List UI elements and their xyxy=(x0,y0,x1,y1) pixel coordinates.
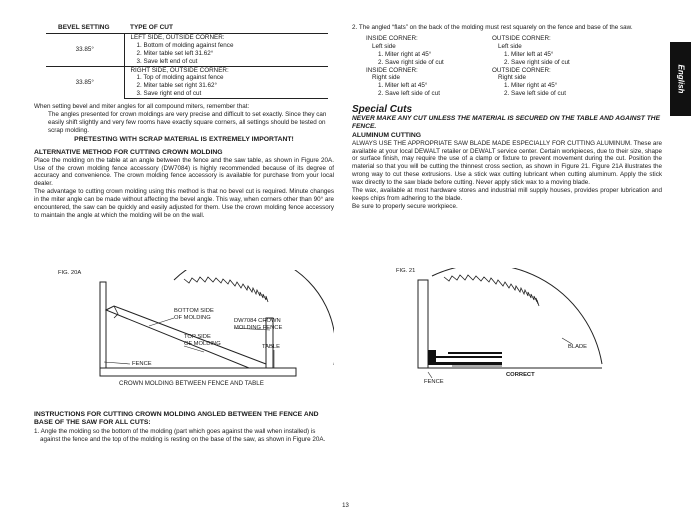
table-header-bevel: BEVEL SETTING xyxy=(46,24,124,33)
corner-step: 1. Miter right at 45° xyxy=(378,50,432,58)
label-dw7084: DW7084 CROWN MOLDING FENCE xyxy=(234,318,283,331)
corner-step: 1. Miter left at 45° xyxy=(504,50,554,58)
pretest-warning: PRETESTING WITH SCRAP MATERIAL IS EXTREMELY IMPORTANT! xyxy=(74,135,294,143)
instructions-heading: INSTRUCTIONS FOR CUTTING CROWN MOLDING ANGLED BETWEEN THE FENCE AND BASE OF THE SAW FOR ALL CUTS: xyxy=(34,411,319,426)
label-blade: BLADE xyxy=(568,344,588,350)
corner-step: 1. Miter right at 45° xyxy=(504,82,558,90)
aluminum-p2: The wax, available at most hardware stores and industrial mill supply houses, provides proper lubrication and keeps chips from adhering to the blade. xyxy=(352,187,662,202)
corner-step: 2. Save right side of cut xyxy=(504,58,570,66)
label-bottom-side: BOTTOM SIDE OF MOLDING xyxy=(174,308,214,321)
compound-note: The angles presented for crown moldings are very precise and difficult to set exactly. Since they can easily shift slightly and very few rooms have exactly square corners, all settings should be tested on scrap molding. xyxy=(48,111,327,134)
fence-shape xyxy=(418,280,428,368)
label-top-side: TOP SIDE OF MOLDING xyxy=(184,334,221,347)
figure-20a xyxy=(34,270,334,405)
language-tab-label: English xyxy=(676,64,685,94)
instructions-block xyxy=(34,411,334,444)
outside-corner-left xyxy=(492,35,618,67)
table-cell: 3. Save right end of cut xyxy=(136,90,202,98)
label-fence: FENCE xyxy=(132,361,152,367)
outside-corner-right xyxy=(492,67,618,99)
left-column xyxy=(34,24,334,220)
table-cell: 2. Miter table set left 31.62° xyxy=(136,49,214,57)
table-cell: 3. Save left end of cut xyxy=(136,57,198,65)
corner-step: 2. Save left side of cut xyxy=(378,90,440,98)
compound-intro: When setting bevel and miter angles for all compound miters, remember that: xyxy=(34,103,250,111)
figure-21 xyxy=(352,268,662,393)
blade-teeth xyxy=(444,275,539,306)
language-tab xyxy=(670,42,691,116)
corner-title: INSIDE CORNER: xyxy=(366,66,418,74)
table-cell: RIGHT SIDE, OUTSIDE CORNER: xyxy=(124,66,328,74)
figure-label: FIG. 21 xyxy=(396,268,416,274)
table-cell: 1. Top of molding against fence xyxy=(136,74,224,82)
label-fence: FENCE xyxy=(424,379,444,385)
alt-method-heading: ALTERNATIVE METHOD FOR CUTTING CROWN MOLDING xyxy=(34,148,223,156)
right-column xyxy=(352,24,662,211)
corner-side: Left side xyxy=(372,42,396,50)
bevel-settings-table xyxy=(46,24,328,99)
special-cuts-warning: NEVER MAKE ANY CUT UNLESS THE MATERIAL IS SECURED ON THE TABLE AND AGAINST THE FENCE. xyxy=(352,115,660,130)
fence-shape xyxy=(100,282,106,368)
corner-step: 1. Miter left at 45° xyxy=(378,82,428,90)
bevel-angle-left: 33.85° xyxy=(75,45,94,53)
corner-title: OUTSIDE CORNER: xyxy=(492,66,551,74)
instructions-item-1: 1. Angle the molding so the bottom of the molding (part which goes against the wall when installed) is against the fence and the top of the molding is resting on the base of the saw, as shown in Figure 20A. xyxy=(34,428,326,443)
blade-teeth xyxy=(184,277,268,302)
corner-step: 2. Save right side of cut xyxy=(378,58,444,66)
corner-settings-1 xyxy=(352,35,662,67)
label-correct: CORRECT xyxy=(506,372,535,378)
corner-side: Left side xyxy=(498,42,522,50)
table-cell: LEFT SIDE, OUTSIDE CORNER: xyxy=(124,33,328,41)
corner-title: INSIDE CORNER: xyxy=(366,34,418,42)
label-table: TABLE xyxy=(262,344,280,350)
instructions-item-2: 2. The angled “flats” on the back of the molding must rest squarely on the fence and base of the saw. xyxy=(352,24,633,31)
aluminum-p1: ALWAYS USE THE APPROPRIATE SAW BLADE MADE ESPECIALLY FOR CUTTING ALUMINUM. These are available at your local DEWALT retailer or DEWALT service center. Certain workpieces, due to their size, shape or surface finish, may require the use of a clamp or fixture to prevent movement during the cut. Position the material so that you will be cutting the thinnest cross section, as shown in Figure 21. Figure 21A illustrates the wrong way to cut these extrusions. Use a stick wax cutting lubricant when cutting aluminum. Apply the stick wax directly to the saw blade before cutting. Never apply stick wax to a moving blade. xyxy=(352,139,662,187)
corner-step: 2. Save left side of cut xyxy=(504,90,566,98)
aluminum-p3: Be sure to properly secure workpiece. xyxy=(352,202,458,210)
table-header-cut: TYPE OF CUT xyxy=(124,24,328,33)
corner-title: OUTSIDE CORNER: xyxy=(492,34,551,42)
table-cell: 1. Bottom of molding against fence xyxy=(136,41,234,49)
page-number: 13 xyxy=(342,503,349,509)
corner-side: Right side xyxy=(372,74,401,82)
corner-settings-2 xyxy=(352,67,662,99)
figure-caption: CROWN MOLDING BETWEEN FENCE AND TABLE xyxy=(119,380,264,387)
figure-label: FIG. 20A xyxy=(58,270,82,276)
table-cell: 2. Miter table set right 31.62° xyxy=(136,82,218,90)
alt-method-p1: Place the molding on the table at an angle between the fence and the saw table, as shown in Figure 20A. Use of the crown molding fence accessory (DW7084) is highly recommended because of its degree of accuracy and convenience. The crown molding fence accessory is available for purchase from your local dealer. xyxy=(34,156,334,188)
bevel-angle-right: 33.85° xyxy=(46,66,124,99)
aluminum-heading: ALUMINUM CUTTING xyxy=(352,131,422,139)
special-cuts-title: Special Cuts xyxy=(352,104,413,116)
inside-corner-left xyxy=(366,35,492,67)
corner-side: Right side xyxy=(498,74,527,82)
alt-method-p2: The advantage to cutting crown molding using this method is that no bevel cut is required. Minute changes in the miter angle can be made without affecting the bevel angle. This way, when corners other than 90° are encountered, the saw can be quickly and easily adjusted for them. Use the crown molding fence accessory to maintain the angle at which the molding will be on the wall. xyxy=(34,188,334,219)
table-shape xyxy=(100,368,296,376)
inside-corner-right xyxy=(366,67,492,99)
